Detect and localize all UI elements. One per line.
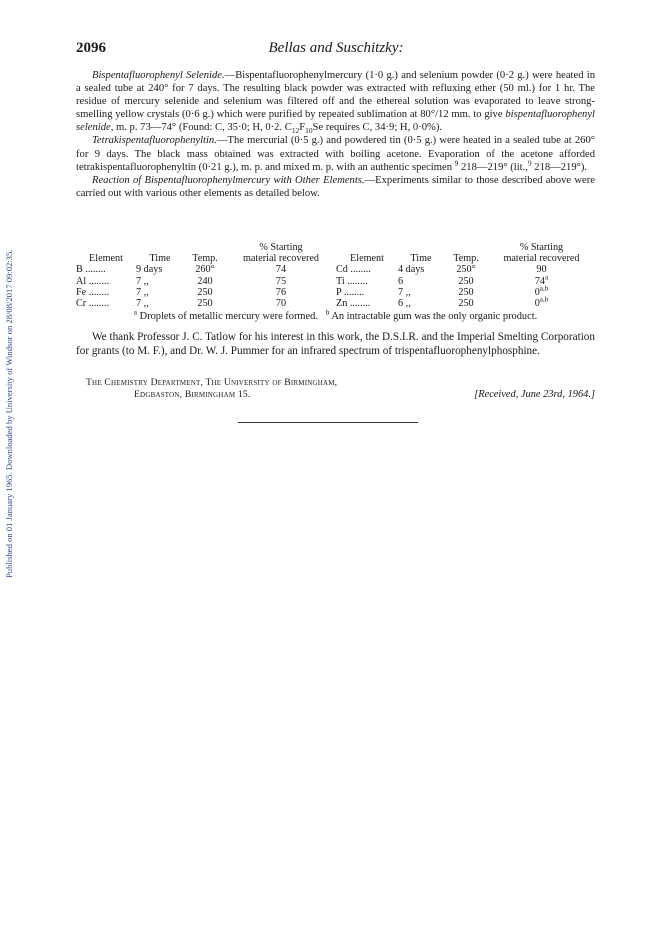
selenide-compound: bispentafluorophenyl selenide: [76, 109, 595, 134]
acknowledgement: We thank Professor J. C. Tatlow for his interest in this work, the D.S.I.R. and the Imperial Smelting Corporation for grants (to M. F.), and Dr. W. J. Pummer for an infrared spectrum of trispentafluorophenylphosphine.: [76, 331, 595, 357]
cell-temp: 260°: [195, 264, 215, 276]
header-element-right: Element: [350, 253, 384, 265]
cell-recovered: [488, 295, 595, 310]
cell-element: Cd ........: [336, 264, 371, 276]
selenide-text-d: Se requires C, 34·9; H, 0·0%).: [312, 122, 442, 134]
recovered-value: 90: [536, 264, 547, 276]
cell-temp: 250: [458, 286, 474, 298]
tin-text-b: 218—219° (lit.,: [458, 161, 528, 173]
selenide-heading: Bispentafluorophenyl Selenide.: [92, 70, 225, 81]
page-number: 2096: [76, 40, 106, 56]
footnote-a-marker: a: [133, 308, 138, 317]
cell-recovered: 75: [275, 275, 287, 287]
download-watermark-text: Published on 01 January 1965. Downloaded by University of Windsor on 28/08/2017 09:02:35.: [4, 249, 14, 578]
footnote-b-marker: b: [325, 308, 330, 317]
cell-element: Zn ........: [336, 298, 371, 310]
results-table: [76, 242, 595, 309]
header-time-right: Time: [410, 253, 432, 265]
footnote-marker: a: [545, 273, 549, 282]
end-rule: [238, 422, 418, 423]
formula-subscript-c: 12: [291, 126, 300, 136]
cell-recovered: 70: [275, 298, 287, 310]
cell-element: Ti ........: [336, 275, 368, 287]
article-body: [76, 69, 595, 200]
header-material-left: material recovered: [242, 253, 320, 265]
table-row: [76, 298, 595, 309]
header-temp-right: Temp.: [453, 253, 479, 265]
header-material-right: material recovered: [503, 253, 580, 265]
cell-temp: 250: [458, 298, 474, 310]
footnote-marker: a,b: [539, 295, 549, 304]
cell-time: 7 ,,: [398, 286, 411, 298]
other-elements-heading: Reaction of Bispentafluorophenylmercury with Other Elements.: [92, 174, 365, 186]
download-watermark: [4, 0, 18, 936]
cell-time: 7 ,,: [136, 286, 149, 298]
recovered-value: 0: [534, 286, 540, 298]
reference-9: 9: [454, 158, 459, 168]
cell-temp: 250: [458, 275, 474, 287]
table-header-row-1: [76, 242, 595, 253]
selenide-text-a: —Bispentafluorophenylmercury (1·0 g.) and selenium powder (0·2 g.) were heated in a sealed tube at 240° for 7 days. The resulting black powder was extracted with refluxing ether (50 ml.) for 1 hr. The residue of mercury selenide and selenium was filtered off and the ethereal solution was evaporated to leave strong-smelling yellow crystals (0·6 g.) which were purified by repeated sublimation at 80°/12 mm. to give: [76, 70, 595, 121]
footnote-marker: a,b: [539, 284, 549, 293]
header-time-left: Time: [149, 253, 171, 265]
cell-element: P ........: [336, 286, 365, 298]
header-pct-left: % Starting: [259, 242, 303, 253]
recovered-value: 74: [534, 275, 545, 287]
header-temp-left: Temp.: [192, 253, 218, 265]
cell-element: Cr ........: [76, 298, 110, 310]
paragraph-selenide: [76, 69, 595, 134]
cell-recovered: [488, 264, 595, 275]
table-header-row-2: [76, 253, 595, 264]
affiliation: [86, 377, 595, 401]
cell-recovered: 76: [275, 286, 287, 298]
tin-text-a: —The mercurial (0·5 g.) and powdered tin (0·5 g.) were heated in a sealed tube at 260° for 9 days. The black mass obtained was extracted with boiling acetone. Evaporation of the acetone afforded tetrakispentafluorophenyltin (0·21 g.), m. p. and mixed m. p. with an authentic specimen: [76, 135, 595, 173]
tin-heading: Tetrakispentafluorophenyltin.: [92, 135, 217, 147]
table-footnotes: [76, 310, 595, 323]
cell-temp: 250°: [456, 264, 476, 276]
received-date: [474, 389, 595, 401]
cell-time: 7 ,,: [136, 298, 149, 310]
cell-recovered: 74: [275, 264, 287, 276]
cell-element: B ........: [76, 264, 106, 276]
page-header: [76, 40, 595, 62]
paragraph-tin: [76, 134, 595, 173]
cell-time: 4 days: [398, 264, 425, 276]
cell-element: Al ........: [76, 275, 110, 287]
footnote-b-text: An intractable gum was the only organic product.: [329, 311, 538, 322]
paragraph-other-elements: [76, 174, 595, 200]
header-pct-right: % Starting: [519, 242, 564, 253]
cell-temp: 250: [197, 298, 213, 310]
affiliation-line-2: Edgbaston, Birmingham 15.: [134, 389, 251, 401]
reference-9-lit: 9: [527, 158, 532, 168]
cell-time: 7 ,,: [136, 275, 149, 287]
header-element-left: Element: [89, 253, 123, 265]
running-title: Bellas and Suschitzky:: [268, 40, 404, 56]
selenide-text-c: F: [299, 122, 306, 134]
tin-text-c: 218—219°).: [531, 161, 588, 173]
affiliation-line-1: The Chemistry Department, The University of Birmingham,: [86, 377, 338, 388]
selenide-text-b: , m. p. 73—74° (Found: C, 35·0; H, 0·2. C: [110, 122, 292, 134]
table-row: [76, 287, 595, 298]
footnote-a-text: Droplets of metallic mercury were formed.: [137, 311, 318, 322]
cell-time: 9 days: [136, 264, 163, 276]
table-row: [76, 276, 595, 287]
formula-subscript-f: 10: [305, 126, 313, 136]
cell-temp: 240: [197, 275, 213, 287]
received-date-text: [Received, June 23rd, 1964.]: [474, 389, 595, 400]
cell-time: 6: [398, 275, 404, 287]
other-elements-text: —Experiments similar to those described above were carried out with various other elements as detailed below.: [76, 174, 595, 199]
cell-time: 6 ,,: [398, 298, 411, 310]
cell-temp: 250: [197, 286, 213, 298]
cell-element: Fe ........: [76, 286, 110, 298]
table-row: [76, 264, 595, 275]
recovered-value: 0: [534, 298, 540, 310]
